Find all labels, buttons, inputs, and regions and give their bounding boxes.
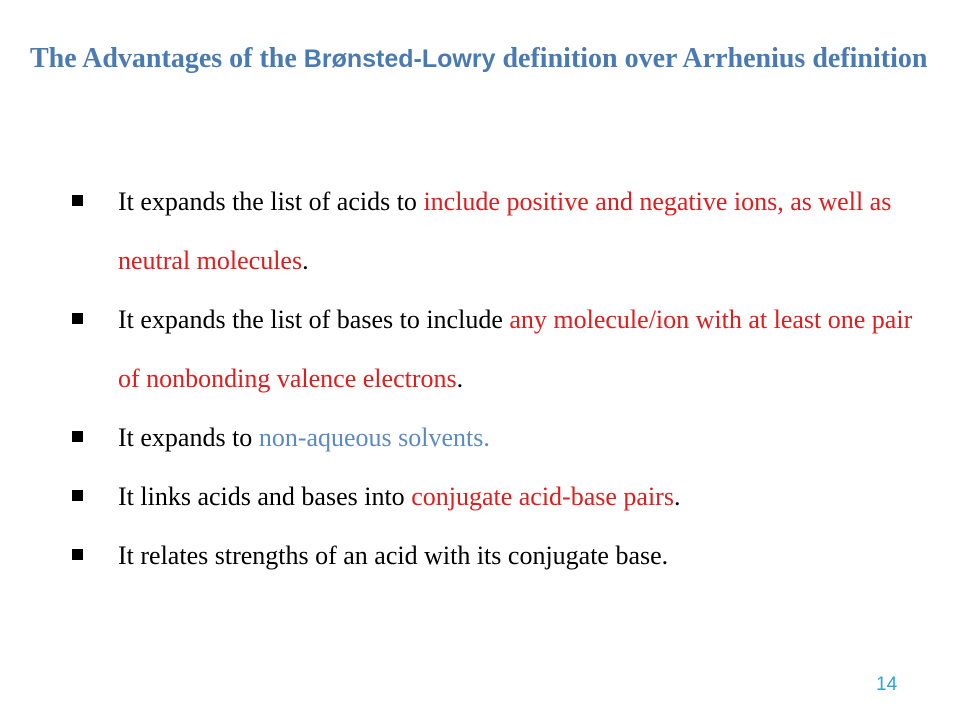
title-text-bronsted-lowry: Brønsted-Lowry xyxy=(303,45,496,73)
bullet-text-end: . xyxy=(673,482,681,511)
bullet-text: It links acids and bases into xyxy=(118,482,412,511)
title-text-part1: The Advantages of the xyxy=(30,43,304,74)
bullet-item-solvents xyxy=(0,408,960,467)
title-text-part3: definition over Arrhenius definition xyxy=(495,43,928,74)
bullet-text-end: . xyxy=(456,364,464,393)
square-bullet-icon xyxy=(72,431,83,442)
bullet-item-conjugate-pairs xyxy=(0,467,960,526)
bullet-highlight-text: non-aqueous solvents. xyxy=(258,423,490,452)
bullet-item-acids xyxy=(0,172,960,290)
bullet-highlight-text: conjugate acid-base pairs xyxy=(411,482,674,511)
bullet-list xyxy=(0,172,960,585)
bullet-highlight-text: include positive and negative ions, as well as neutral molecules xyxy=(118,187,892,275)
bullet-text: It expands the list of bases to include xyxy=(118,305,510,334)
bullet-text: It expands to xyxy=(118,423,259,452)
square-bullet-icon xyxy=(72,195,83,206)
bullet-highlight-text: any molecule/ion with at least one pair of nonbonding valence electrons xyxy=(118,305,913,393)
bullet-text: It relates strengths of an acid with its conjugate base. xyxy=(118,541,669,570)
square-bullet-icon xyxy=(72,549,83,560)
page-number: 14 xyxy=(876,674,898,695)
bullet-item-strengths xyxy=(0,526,960,585)
bullet-text-end: . xyxy=(302,246,309,275)
slide-title xyxy=(30,28,930,90)
square-bullet-icon xyxy=(72,313,83,324)
bullet-text: It expands the list of acids to xyxy=(118,187,424,216)
square-bullet-icon xyxy=(72,490,83,501)
bullet-item-bases xyxy=(0,290,960,408)
